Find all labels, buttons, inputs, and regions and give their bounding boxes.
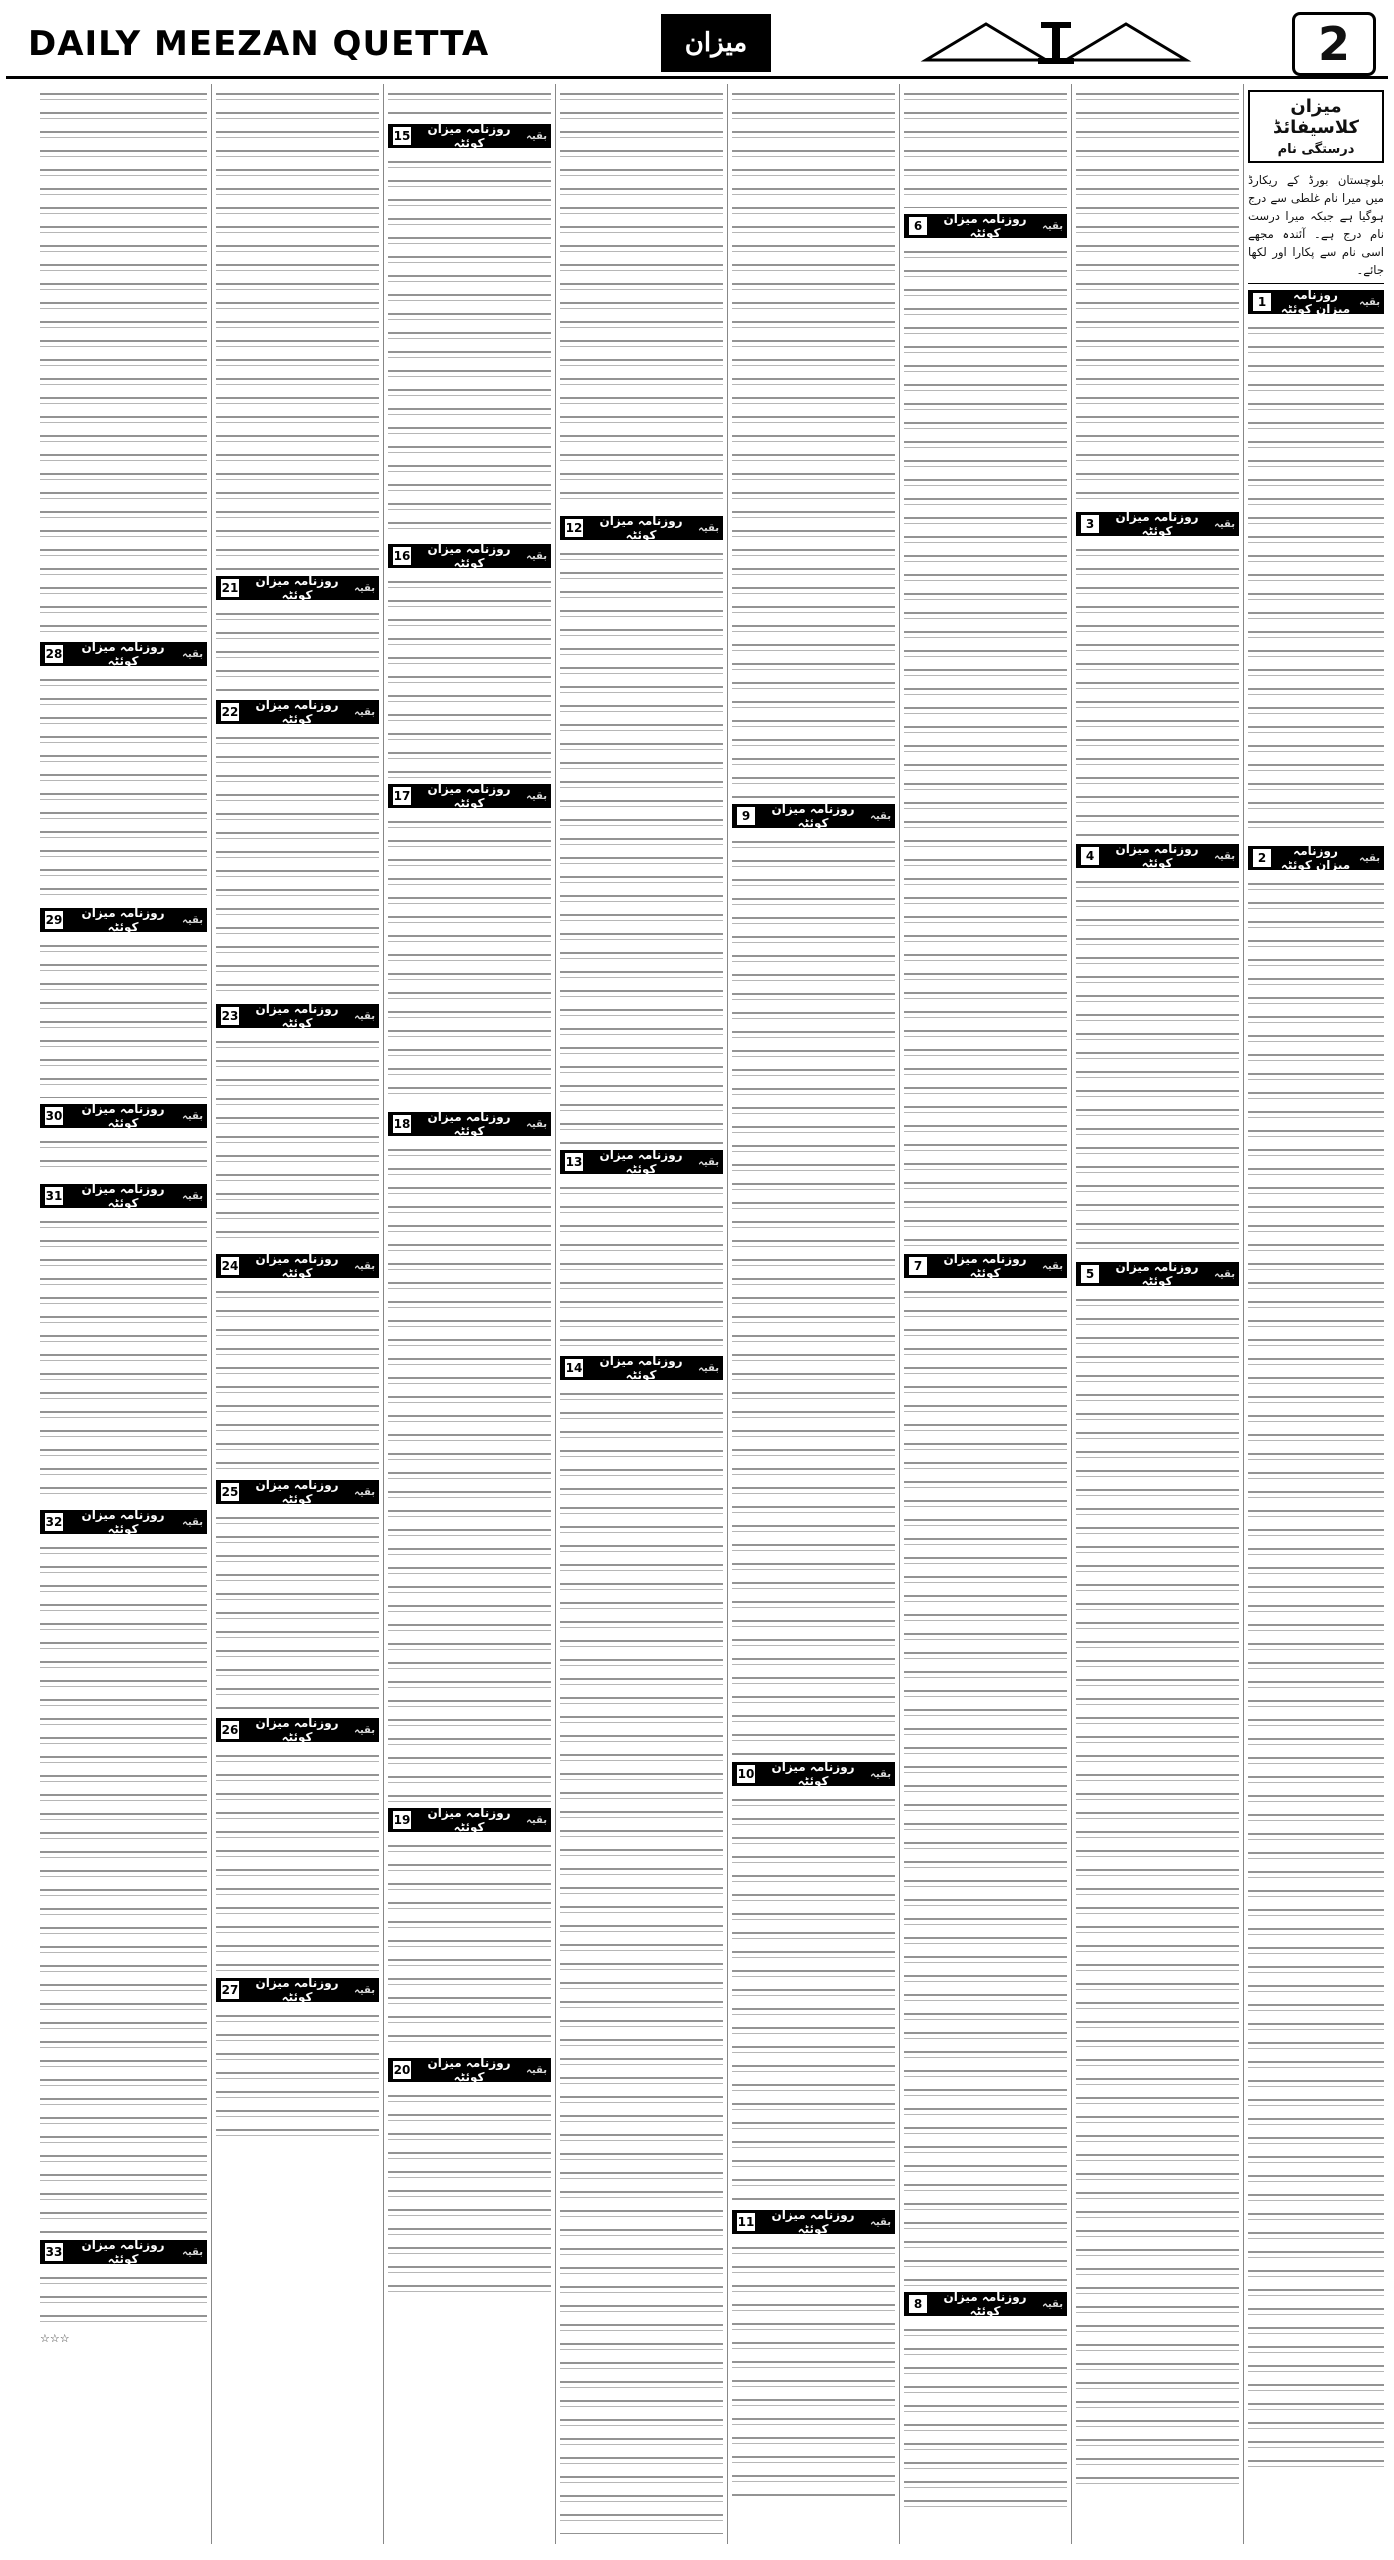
continuation-prefix: بقیہ (182, 1516, 203, 1528)
text-lines (904, 1284, 1067, 2286)
text-lines (732, 2240, 895, 2500)
continuation-number: 7 (908, 1256, 928, 1276)
continuation-label: روزنامہ میزان کوئٹہ (599, 514, 683, 542)
continuation-header (40, 1510, 207, 1534)
continuation-number: 13 (564, 1152, 584, 1172)
continuation-label: روزنامہ میزان کوئٹہ (81, 906, 165, 934)
continuation-prefix: بقیہ (354, 706, 375, 718)
continuation-prefix: بقیہ (1214, 518, 1235, 530)
text-lines (216, 1748, 379, 1972)
continuation-prefix: بقیہ (526, 550, 547, 562)
continuation-header (904, 2292, 1067, 2316)
continuation-prefix: بقیہ (182, 2246, 203, 2258)
text-lines (216, 606, 379, 694)
article-text-block (216, 1034, 379, 1248)
continuation-prefix: بقیہ (526, 790, 547, 802)
continuation-header (40, 1184, 207, 1208)
continuation-number: 22 (220, 702, 240, 722)
continuation-label: روزنامہ میزان کوئٹہ (255, 574, 339, 602)
article-text-block (216, 2008, 379, 2138)
page-number-badge: 2 (1292, 12, 1376, 76)
continuation-label: روزنامہ میزان کوئٹہ (427, 1110, 511, 1138)
text-lines (732, 834, 895, 1756)
continuation-prefix: بقیہ (526, 1118, 547, 1130)
text-lines (40, 1540, 207, 2234)
article-text-block (732, 834, 895, 1756)
text-lines (216, 2008, 379, 2138)
continuation-number: 6 (908, 216, 928, 236)
continuation-label: روزنامہ میزان کوئٹہ (81, 2238, 165, 2266)
continuation-label: روزنامہ میزان کوئٹہ (771, 2208, 855, 2236)
continuation-prefix: بقیہ (354, 1486, 375, 1498)
continuation-prefix: بقیہ (870, 2216, 891, 2228)
scales-of-justice-icon (906, 18, 1206, 66)
article-text-block (1076, 542, 1239, 838)
continuation-number: 25 (220, 1482, 240, 1502)
continuation-prefix: بقیہ (1214, 850, 1235, 862)
article-text-block (388, 2088, 551, 2304)
continuation-prefix: بقیہ (698, 1156, 719, 1168)
text-lines (40, 1214, 207, 1504)
continuation-prefix: بقیہ (354, 1260, 375, 1272)
urdu-logo: میزان (661, 14, 771, 72)
continuation-label: روزنامہ میزان کوئٹہ (427, 122, 511, 150)
continuation-prefix: بقیہ (354, 1724, 375, 1736)
text-lines (216, 1034, 379, 1248)
continuation-label: روزنامہ میزان کوئٹہ (427, 2056, 511, 2084)
continuation-number: 12 (564, 518, 584, 538)
continuation-number: 15 (392, 126, 412, 146)
article-text-block (904, 1284, 1067, 2286)
text-lines (904, 244, 1067, 1248)
news-column-4 (727, 84, 899, 2544)
continuation-header (732, 2210, 895, 2234)
news-column-3 (899, 84, 1071, 2544)
continuation-label: روزنامہ میزان کوئٹہ (81, 1508, 165, 1536)
continuation-prefix: بقیہ (1214, 1268, 1235, 1280)
continuation-label: روزنامہ میزان کوئٹہ (599, 1354, 683, 1382)
news-column-5 (555, 84, 727, 2544)
continuation-number: 3 (1080, 514, 1100, 534)
masthead-title: DAILY MEEZAN QUETTA (28, 24, 490, 64)
continuation-number: 29 (44, 910, 64, 930)
news-column-7 (211, 84, 383, 2544)
text-lines (388, 814, 551, 1106)
text-lines (388, 574, 551, 778)
continuation-header (1076, 512, 1239, 536)
continuation-label: روزنامہ میزان کوئٹہ (1115, 842, 1199, 870)
continuation-label: روزنامہ میزان کوئٹہ (255, 1976, 339, 2004)
continuation-header (388, 544, 551, 568)
continuation-header (216, 576, 379, 600)
text-lines (216, 730, 379, 998)
continuation-prefix: بقیہ (1042, 2298, 1063, 2310)
continuation-header (216, 1004, 379, 1028)
continuation-label: روزنامہ میزان کوئٹہ (255, 1252, 339, 1280)
continuation-prefix: بقیہ (354, 582, 375, 594)
article-text-block (560, 1386, 723, 2534)
continuation-label: روزنامہ میزان کوئٹہ (943, 2290, 1027, 2318)
article-text-block (40, 672, 207, 902)
text-lines (216, 86, 379, 570)
continuation-label: روزنامہ میزان کوئٹہ (255, 1002, 339, 1030)
article-text-block (216, 606, 379, 694)
continuation-number: 14 (564, 1358, 584, 1378)
text-lines (1076, 542, 1239, 838)
text-lines (388, 86, 551, 118)
article-text-block (216, 1748, 379, 1972)
text-lines (904, 2322, 1067, 2518)
article-text-block (388, 1142, 551, 1802)
continuation-header (216, 1718, 379, 1742)
continuation-number: 11 (736, 2212, 756, 2232)
article-text-block (732, 1792, 895, 2204)
text-lines (40, 1134, 207, 1178)
article-text-block (40, 2270, 207, 2332)
continuation-header (40, 908, 207, 932)
continuation-header (1248, 846, 1384, 870)
continuation-label: روزنامہ میزان کوئٹہ (1280, 288, 1351, 316)
end-of-page-mark: ☆☆☆ (40, 2332, 70, 2345)
continuation-prefix: بقیہ (870, 1768, 891, 1780)
continuation-header (732, 1762, 895, 1786)
continuation-header (1076, 844, 1239, 868)
text-lines (1248, 320, 1384, 840)
continuation-label: روزنامہ میزان کوئٹہ (81, 640, 165, 668)
continuation-prefix: بقیہ (698, 522, 719, 534)
text-lines (904, 86, 1067, 208)
article-text-block (388, 1838, 551, 2052)
continuation-header (216, 700, 379, 724)
article-text-block (560, 86, 723, 510)
classified-subtitle: درستگی نام (1277, 142, 1355, 157)
text-lines (1076, 86, 1239, 506)
continuation-header (388, 1112, 551, 1136)
continuation-number: 5 (1080, 1264, 1100, 1284)
continuation-prefix: بقیہ (182, 1110, 203, 1122)
continuation-label: روزنامہ میزان کوئٹہ (771, 1760, 855, 1788)
article-text-block (40, 1540, 207, 2234)
continuation-header (388, 124, 551, 148)
text-lines (732, 1792, 895, 2204)
continuation-label: روزنامہ میزان کوئٹہ (427, 782, 511, 810)
continuation-prefix: بقیہ (1042, 1260, 1063, 1272)
continuation-prefix: بقیہ (354, 1010, 375, 1022)
continuation-prefix: بقیہ (354, 1984, 375, 1996)
article-text-block (216, 86, 379, 570)
article-text-block (732, 86, 895, 798)
text-lines (560, 546, 723, 1144)
article-text-block (388, 86, 551, 118)
continuation-header (1248, 290, 1384, 314)
article-text-block (904, 2322, 1067, 2518)
article-text-block (40, 1134, 207, 1178)
continuation-label: روزنامہ میزان کوئٹہ (771, 802, 855, 830)
continuation-label: روزنامہ میزان کوئٹہ (1280, 844, 1351, 872)
text-lines (388, 1142, 551, 1802)
continuation-header (40, 642, 207, 666)
text-lines (560, 1180, 723, 1350)
classified-section-header (1248, 90, 1384, 163)
article-columns (6, 84, 1388, 2544)
continuation-header (732, 804, 895, 828)
text-lines (1248, 876, 1384, 2472)
text-lines (1076, 874, 1239, 1256)
continuation-header (216, 1254, 379, 1278)
continuation-number: 10 (736, 1764, 756, 1784)
continuation-number: 4 (1080, 846, 1100, 866)
continuation-number: 2 (1252, 848, 1272, 868)
article-text-block (40, 1214, 207, 1504)
article-text-block (1248, 320, 1384, 840)
text-lines (388, 2088, 551, 2304)
continuation-number: 16 (392, 546, 412, 566)
continuation-label: روزنامہ میزان کوئٹہ (255, 698, 339, 726)
classified-title: میزان کلاسیفائڈ (1272, 96, 1360, 138)
continuation-number: 27 (220, 1980, 240, 2000)
continuation-number: 31 (44, 1186, 64, 1206)
continuation-label: روزنامہ میزان کوئٹہ (255, 1716, 339, 1744)
article-text-block (1076, 86, 1239, 506)
continuation-header (388, 1808, 551, 1832)
text-lines (388, 154, 551, 538)
news-column-8 (36, 84, 211, 2544)
continuation-header (904, 214, 1067, 238)
article-text-block (904, 86, 1067, 208)
continuation-header (904, 1254, 1067, 1278)
continuation-prefix: بقیہ (526, 2064, 547, 2076)
news-column-6 (383, 84, 555, 2544)
continuation-label: روزنامہ میزان کوئٹہ (81, 1182, 165, 1210)
continuation-number: 28 (44, 644, 64, 664)
name-correction-notice: بلوچستان بورڈ کے ریکارڈ میں میرا نام غلطی سے درج ہوگیا ہے جبکہ میرا درست نام درج ہے۔ آئندہ مجھے اسی نام سے پکارا اور لکھا جائے۔ (1248, 171, 1384, 284)
text-lines (216, 1284, 379, 1474)
continuation-prefix: بقیہ (698, 1362, 719, 1374)
article-text-block (216, 1510, 379, 1712)
text-lines (732, 86, 895, 798)
news-column-2 (1071, 84, 1243, 2544)
continuation-header (560, 516, 723, 540)
news-column-1 (1243, 84, 1388, 2544)
continuation-header (1076, 1262, 1239, 1286)
continuation-header (216, 1480, 379, 1504)
text-lines (388, 1838, 551, 2052)
continuation-number: 1 (1252, 292, 1272, 312)
masthead (6, 0, 1388, 79)
continuation-prefix: بقیہ (182, 648, 203, 660)
article-text-block (388, 574, 551, 778)
text-lines (40, 938, 207, 1098)
continuation-number: 30 (44, 1106, 64, 1126)
article-text-block (388, 154, 551, 538)
continuation-label: روزنامہ میزان کوئٹہ (81, 1102, 165, 1130)
continuation-header (560, 1150, 723, 1174)
text-lines (1076, 1292, 1239, 2488)
text-lines (560, 86, 723, 510)
continuation-number: 17 (392, 786, 412, 806)
continuation-prefix: بقیہ (870, 810, 891, 822)
article-text-block (216, 1284, 379, 1474)
continuation-header (216, 1978, 379, 2002)
continuation-prefix: بقیہ (1359, 852, 1380, 864)
article-text-block (560, 1180, 723, 1350)
text-lines (40, 672, 207, 902)
article-text-block (904, 244, 1067, 1248)
article-text-block (40, 86, 207, 636)
continuation-number: 23 (220, 1006, 240, 1026)
continuation-label: روزنامہ میزان کوئٹہ (943, 1252, 1027, 1280)
continuation-number: 32 (44, 1512, 64, 1532)
continuation-header (560, 1356, 723, 1380)
continuation-header (388, 784, 551, 808)
continuation-number: 33 (44, 2242, 64, 2262)
continuation-number: 26 (220, 1720, 240, 1740)
text-lines (216, 1510, 379, 1712)
article-text-block (1248, 876, 1384, 2472)
continuation-label: روزنامہ میزان کوئٹہ (943, 212, 1027, 240)
continuation-prefix: بقیہ (182, 914, 203, 926)
continuation-number: 21 (220, 578, 240, 598)
continuation-label: روزنامہ میزان کوئٹہ (1115, 510, 1199, 538)
continuation-number: 19 (392, 1810, 412, 1830)
continuation-label: روزنامہ میزان کوئٹہ (427, 542, 511, 570)
continuation-number: 18 (392, 1114, 412, 1134)
continuation-prefix: بقیہ (526, 1814, 547, 1826)
article-text-block (1076, 1292, 1239, 2488)
continuation-header (40, 2240, 207, 2264)
article-text-block (40, 938, 207, 1098)
article-text-block (216, 730, 379, 998)
continuation-number: 24 (220, 1256, 240, 1276)
continuation-number: 9 (736, 806, 756, 826)
article-text-block (388, 814, 551, 1106)
continuation-label: روزنامہ میزان کوئٹہ (1115, 1260, 1199, 1288)
article-text-block (1076, 874, 1239, 1256)
continuation-prefix: بقیہ (182, 1190, 203, 1202)
article-text-block (732, 2240, 895, 2500)
continuation-prefix: بقیہ (1359, 296, 1380, 308)
continuation-number: 8 (908, 2294, 928, 2314)
continuation-number: 20 (392, 2060, 412, 2080)
text-lines (40, 86, 207, 636)
continuation-label: روزنامہ میزان کوئٹہ (599, 1148, 683, 1176)
continuation-label: روزنامہ میزان کوئٹہ (255, 1478, 339, 1506)
text-lines (560, 1386, 723, 2534)
article-text-block (560, 546, 723, 1144)
continuation-header (40, 1104, 207, 1128)
continuation-header (388, 2058, 551, 2082)
continuation-prefix: بقیہ (1042, 220, 1063, 232)
continuation-label: روزنامہ میزان کوئٹہ (427, 1806, 511, 1834)
text-lines (40, 2270, 207, 2332)
continuation-prefix: بقیہ (526, 130, 547, 142)
